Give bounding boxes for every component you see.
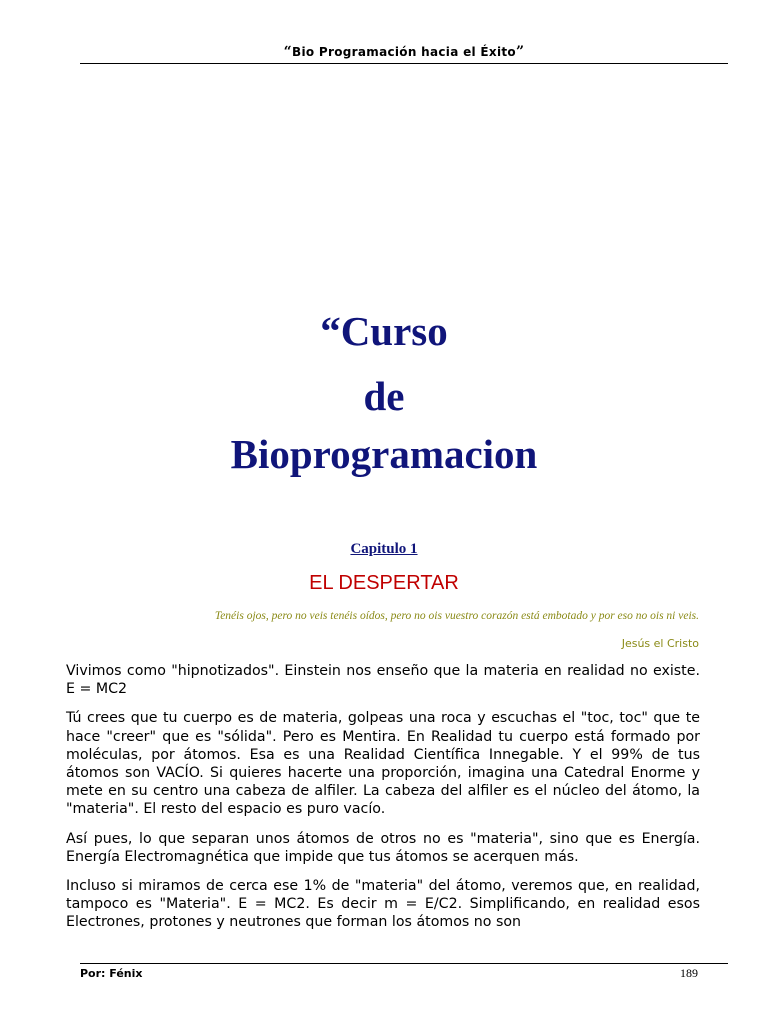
chapter-heading: EL DESPERTAR	[309, 572, 459, 594]
epigraph-attribution: Jesús el Cristo	[621, 637, 699, 650]
paragraph: Vivimos como "hipnotizados". Einstein nos enseño que la materia en realidad no existe. E = MC2	[66, 663, 700, 698]
chapter-label	[80, 541, 688, 558]
header-divider	[80, 63, 728, 64]
paragraph: Tú crees que tu cuerpo es de materia, golpeas una roca y escuchas el "toc, toc" que te hace "creer" que es "sólida". Pero es Mentira. En Realidad tu cuerpo está formado por moléculas, por átomos. Esa es una Realidad Científica Innegable. Y el 99% de tus átomos son VACÍO. Si quieres hacerte una proporción, imagina una Catedral Enorme y mete en su centro una cabeza de alfiler. La cabeza del alfiler es el núcleo del átomo, la "materia". El resto del espacio es puro vacío.	[66, 710, 700, 818]
title-line-1: “Curso	[320, 308, 448, 354]
chapter-text: Capitulo 1	[350, 541, 418, 557]
header-open-quote: “	[283, 44, 293, 60]
title-line-2: de	[363, 373, 405, 419]
header-text: Bio Programación hacia el Éxito	[292, 45, 516, 59]
paragraph: Incluso si miramos de cerca ese 1% de "materia" del átomo, veremos que, en realidad, tampoco es "Materia". E = MC2. Es decir m = E/C2. Simplificando, en realidad esos Electrones, protones y neutrones que forman los átomos no son	[66, 878, 700, 931]
footer-divider	[80, 963, 728, 964]
header-close-quote: ”	[515, 44, 525, 60]
footer-author: Por: Fénix	[80, 967, 143, 980]
page-number: 189	[680, 966, 698, 980]
title-line-3: Bioprogramacion	[230, 431, 538, 477]
epigraph-quote: Tenéis ojos, pero no veis tenéis oídos, pero no ois vuestro corazón está embotado y por eso no ois ni veis.	[214, 610, 699, 622]
body-text	[66, 662, 700, 943]
paragraph: Así pues, lo que separan unos átomos de otros no es "materia", sino que es Energía. Energía Electromagnética que impide que tus átomos se acerquen más.	[66, 830, 700, 865]
running-header	[80, 44, 728, 60]
